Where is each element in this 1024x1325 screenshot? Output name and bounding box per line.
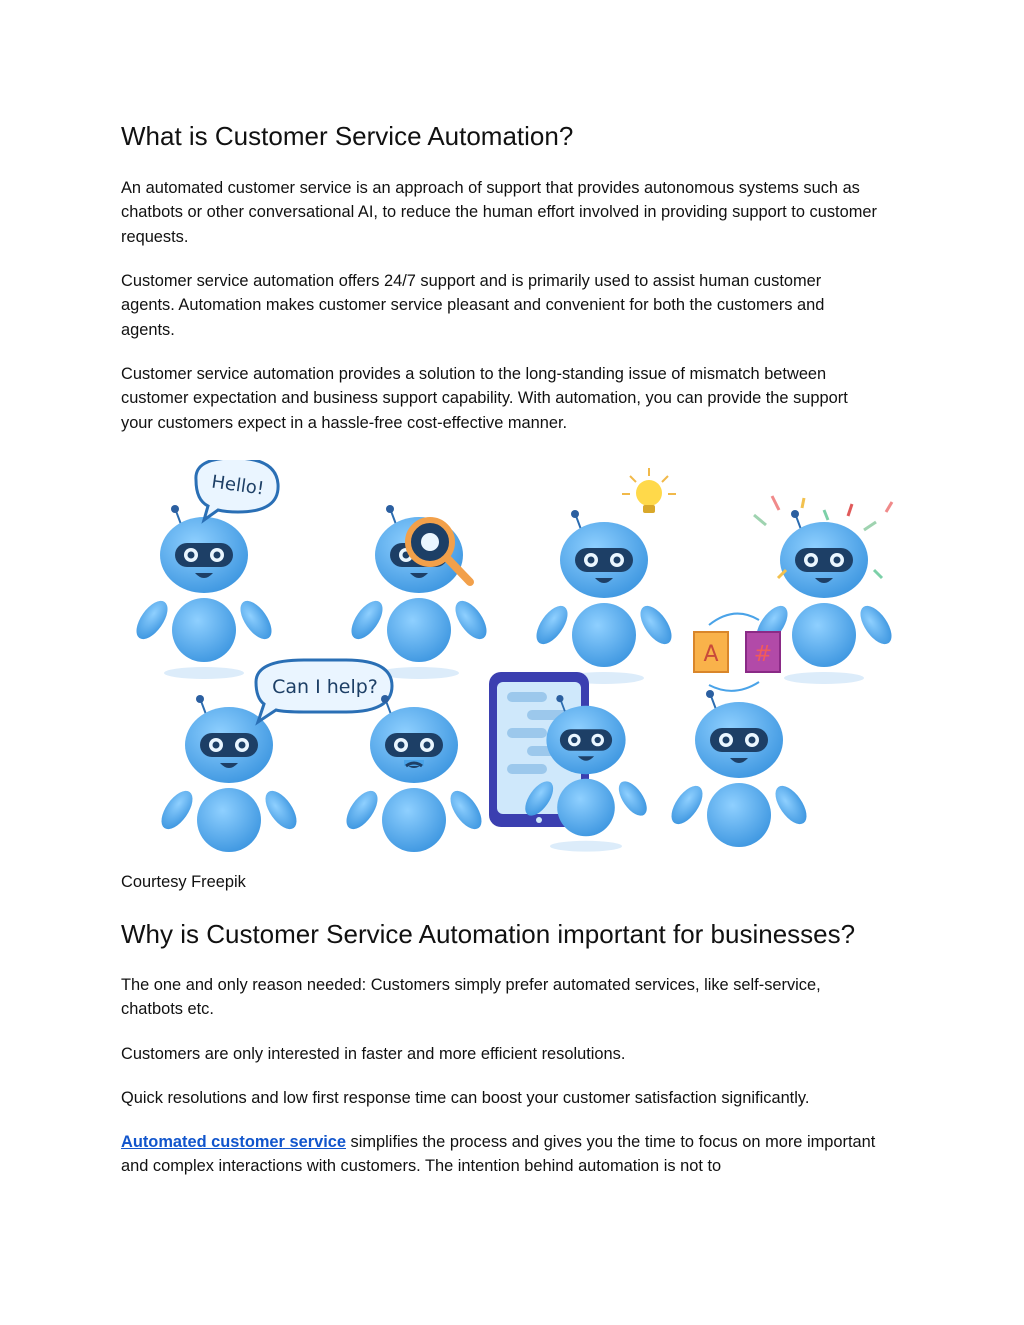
image-caption: Courtesy Freepik (121, 873, 246, 891)
automated-customer-service-link[interactable]: Automated customer service (121, 1133, 346, 1151)
robot-translate (665, 614, 812, 852)
paragraph-definition: An automated customer service is an approach of support that provides autonomous systems such as chatbots or other conversational AI, to reduce the human effort involved in providing support to customer requests. (121, 179, 877, 246)
paragraph-reason: The one and only reason needed: Customers simply prefer automated services, like self-service, chatbots etc. (121, 976, 821, 1019)
paragraph-quick-resolutions: Quick resolutions and low first response time can boost your customer satisfaction significantly. (121, 1089, 810, 1107)
card-a-text: A (703, 642, 719, 667)
paragraph-support: Customer service automation offers 24/7 support and is primarily used to assist human customer agents. Automation makes customer service pleasant and convenient for both the customers and agents. (121, 272, 825, 339)
paragraph-automated-service-text: simplifies the process and gives you the time to focus on more important and complex interactions with customers. The intention behind automation is not to (121, 1133, 876, 1176)
paragraph-automated-service (121, 1130, 891, 1179)
bubble-hello-text: Hello! (210, 471, 266, 500)
robot-sad (340, 695, 487, 852)
section-heading-what-is: What is Customer Service Automation? (121, 121, 574, 151)
robots-illustration (134, 460, 919, 852)
card-b-text: # (753, 642, 773, 667)
robot-idea (530, 468, 677, 684)
robot-phone-chat (489, 672, 652, 852)
robot-search (345, 505, 492, 679)
paragraph-solution: Customer service automation provides a solution to the long-standing issue of mismatch between customer expectation and business support capability. With automation, you can provide the support your customers expect in a hassle-free cost-effective manner. (121, 365, 848, 432)
section-heading-why-important: Why is Customer Service Automation important for businesses? (121, 919, 856, 949)
robot-hello (134, 460, 278, 679)
bubble-help-text: Can I help? (272, 676, 378, 698)
paragraph-faster: Customers are only interested in faster and more efficient resolutions. (121, 1045, 626, 1063)
